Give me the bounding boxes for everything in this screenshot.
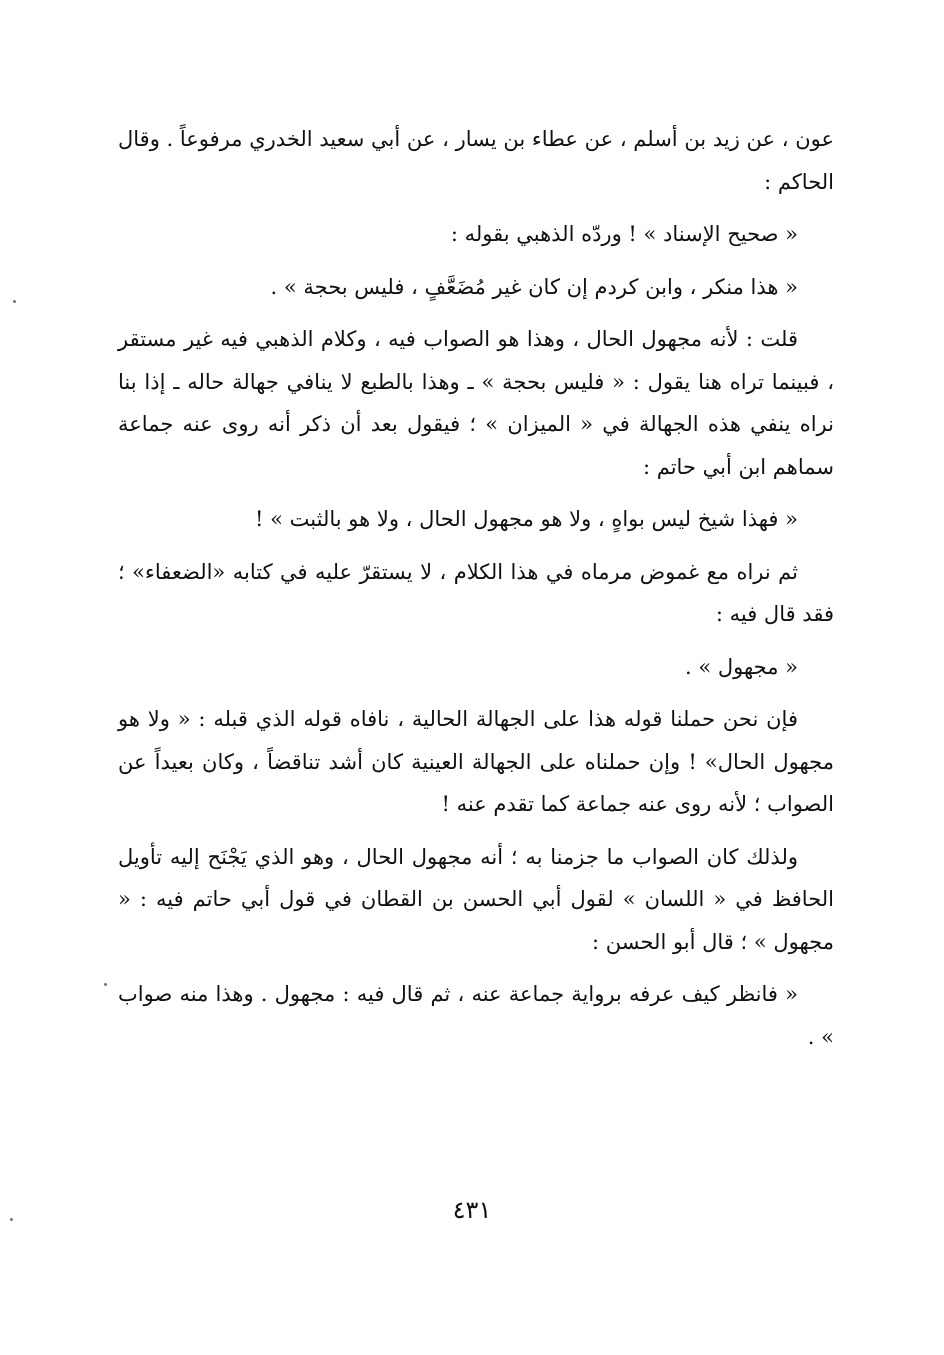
quote-dhahabi-reply: « هذا منكر ، وابن كردم إن كان غير مُضَعَّفٍ ، فليس بحجة » . (270, 274, 798, 299)
paragraph-analysis: فإن نحن حملنا قوله هذا على الجهالة الحالية ، نافاه قوله الذي قبله : « ولا هو مجهول الحال» ! وإن حملناه على الجهالة العينية كان أشد تناقضاً ، وكان بعيداً عن الصواب ؛ لأنه روى عنه جماعة كما تقدم عنه ! (118, 707, 834, 816)
quote-mizan: « فهذا شيخ ليس بواهٍ ، ولا هو مجهول الحال ، ولا هو بالثبت » ! (255, 507, 798, 531)
quote-ibn-al-qattan: « فانظر كيف عرفه برواية جماعة عنه ، ثم قال فيه : مجهول . وهذا منه صواب » . (118, 982, 834, 1049)
scan-speck (10, 1218, 13, 1221)
paragraph-gap (118, 963, 834, 973)
quote-majhul: « مجهول » . (685, 654, 798, 679)
paragraph-gap (118, 636, 834, 646)
paragraph-conclusion: ولذلك كان الصواب ما جزمنا به ؛ أنه مجهول الحال ، وهو الذي يَجْنَح إليه تأويل الحافظ في « اللسان » لقول أبي الحسن بن القطان في قول أبي حاتم فيه : « مجهول » ؛ قال أبو الحسن : (118, 844, 834, 954)
paragraph-gap (118, 541, 834, 551)
paragraph-gap (118, 488, 834, 498)
paragraph-gap (118, 256, 834, 266)
page-body (118, 118, 834, 1058)
paragraph-author-comment: قلت : لأنه مجهول الحال ، وهذا هو الصواب فيه ، وكلام الذهبي فيه غير مستقر ، فبينما تراه هنا يقول : « فليس بحجة » ـ وهذا بالطبع لا ينافي جهالة حاله ـ إذا بنا نراه ينفي هذه الجهالة في « الميزان » ؛ فيقول بعد أن ذكر أنه روى عنه جماعة سماهم ابن أبي حاتم : (118, 327, 834, 479)
paragraph-gap (118, 203, 834, 213)
paragraph-chain-of-narration: عون ، عن زيد بن أسلم ، عن عطاء بن يسار ، عن أبي سعيد الخدري مرفوعاً . وقال الحاكم : (118, 127, 834, 194)
paragraph-gap (118, 308, 834, 318)
page-number: ٤٣١ (452, 1196, 492, 1224)
paragraph-duafa: ثم نراه مع غموض مرماه في هذا الكلام ، لا يستقرّ عليه في كتابه «الضعفاء» ؛ فقد قال فيه : (118, 559, 834, 626)
scan-speck (13, 300, 16, 303)
quote-hakim-verdict: « صحيح الإسناد » ! وردّه الذهبي بقوله : (450, 222, 798, 246)
paragraph-gap (118, 688, 834, 698)
paragraph-gap (118, 826, 834, 836)
scan-speck (104, 983, 107, 986)
